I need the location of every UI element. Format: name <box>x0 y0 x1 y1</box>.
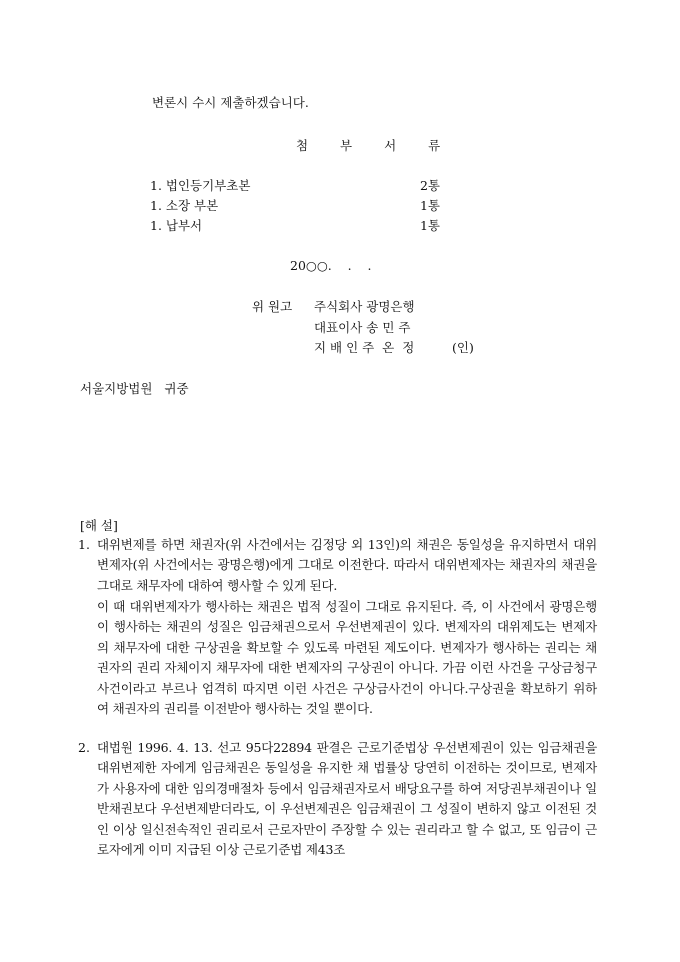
paragraph-number: 2. <box>78 740 90 755</box>
attachment-item <box>150 196 440 214</box>
closing-line: 변론시 수시 제출하겠습니다. <box>152 95 309 110</box>
attachment-qty: 1통 <box>419 218 440 233</box>
document-date: 20○○. . . <box>290 258 372 273</box>
commentary-heading: [해 설] <box>80 518 118 533</box>
attachment-name: 1. 납부서 <box>150 218 203 233</box>
attachment-qty: 2통 <box>419 178 440 193</box>
attachment-item <box>150 216 440 234</box>
plaintiff-representative: 대표이사 송 민 주 <box>314 320 411 335</box>
plaintiff-company: 주식회사 광명은행 <box>314 299 415 314</box>
court-addressee: 서울지방법원 귀중 <box>80 381 189 396</box>
attachment-name: 1. 법인등기부초본 <box>150 178 251 193</box>
attachment-qty: 1통 <box>419 198 440 213</box>
attachment-name: 1. 소장 부본 <box>150 198 219 213</box>
seal-mark: (인) <box>452 340 474 355</box>
plaintiff-role: 위 원고 <box>252 299 293 314</box>
attachment-item <box>150 176 440 194</box>
commentary-paragraph: 대법원 1996. 4. 13. 선고 95다22894 판결은 근로기준법상 우선변제권이 있는 임금채권을 대위변제한 자에게 임금채권은 동일성을 유지한 채 법률상 당연히 이전하는 것이므로, 변제자가 사용자에 대한 임의경매절차 등에서 임금채권자로서 배당요구를 하여 저당권부채권이나 일반채권보다 우선변제받더라도, 이 우선변제권은 임금채권이 그 성질이 변하지 않고 이전된 것인 이상 일신전속적인 권리로서 근로자만이 주장할 수 있는 권리라고 할 수 없고, 또 임금이 근로자에게 이미 지급된 이상 근로기준법 제43조 <box>97 740 597 858</box>
attachments-title: 첨 부 서 류 <box>296 138 455 153</box>
commentary-paragraph: 대위변제를 하면 채권자(위 사건에서는 김정당 외 13인)의 채권은 동일성을 유지하면서 대위변제자(위 사건에서는 광명은행)에게 그대로 이전한다. 따라서 대위변제자는 채권자의 채권을 그대로 채무자에 대하여 행사할 수 있게 된다. <box>97 537 597 593</box>
plaintiff-manager: 지 배 인 주 온 정 <box>314 340 415 355</box>
paragraph-number: 1. <box>78 537 90 552</box>
commentary-paragraph: 이 때 대위변제자가 행사하는 채권은 법적 성질이 그대로 유지된다. 즉, 이 사건에서 광명은행이 행사하는 채권의 성질은 임금채권으로서 우선변제권이 있다. 변제자의 대위제도는 변제자의 채무자에 대한 구상권을 확보할 수 있도록 마련된 제도이다. 변제자가 행사하는 권리는 채권자의 권리 자체이지 채무자에 대한 변제자의 구상권이 아니다. 가끔 이런 사건을 구상금청구사건이라고 부르나 엄격히 따지면 이런 사건은 구상금사건이 아니다.구상권을 확보하기 위하여 채권자의 권리를 이전받아 행사하는 것일 뿐이다. <box>97 599 597 717</box>
